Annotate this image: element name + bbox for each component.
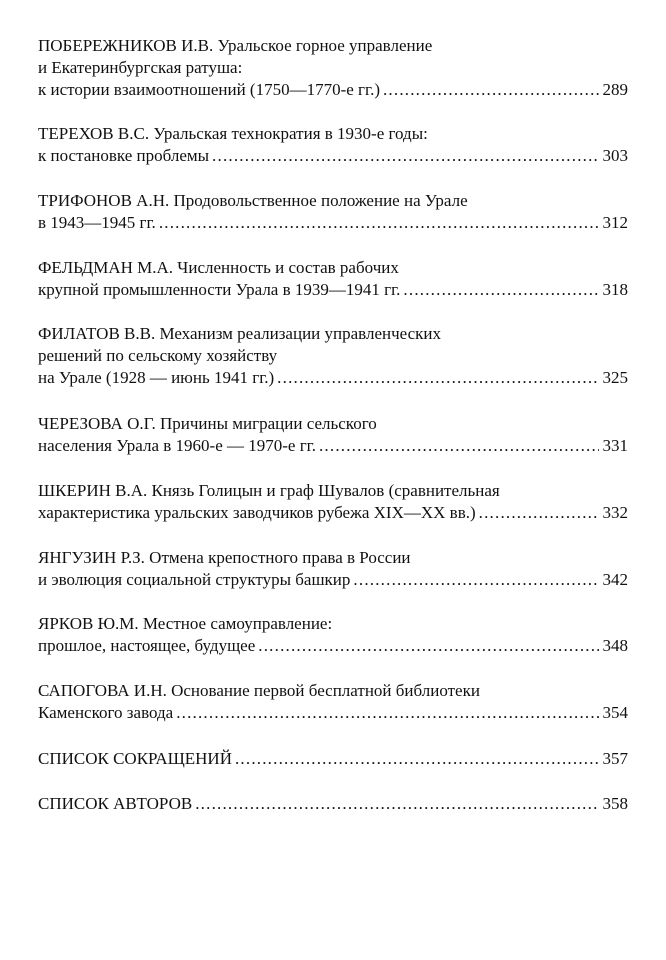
page-number: 342 [602,570,628,589]
toc-entry-text: к постановке проблемы [38,146,210,165]
dot-leader [353,569,598,591]
toc-entry-last-line [38,79,628,101]
dot-leader [195,793,598,815]
toc-entry-text: населения Урала в 1960-е — 1970-е гг. [38,436,316,455]
toc-entry-last-line [38,702,628,724]
toc-entry-text: к истории взаимоотношений (1750—1770-е гг.) [38,80,380,99]
toc-entry-text: СПИСОК СОКРАЩЕНИЙ [38,749,232,768]
page-number: 318 [602,280,628,299]
toc-entry-text: ФЕЛЬДМАН М.А. Численность и состав рабочих [38,258,399,277]
toc-entry-text: ЯРКОВ Ю.М. Местное самоуправление: [38,614,333,633]
toc-entry-text: ЧЕРЕЗОВА О.Г. Причины миграции сельского [38,414,377,433]
toc-entry [38,35,628,101]
page-number: 312 [602,213,628,232]
toc-entry-last-line [38,569,628,591]
page-number: 357 [602,749,628,768]
toc-entry [38,793,628,815]
toc-entry [38,547,628,591]
page-number: 348 [602,636,628,655]
toc-entry-last-line [38,635,628,657]
dot-leader [319,435,599,457]
page-number: 331 [602,436,628,455]
toc-entry-text: САПОГОВА И.Н. Основание первой бесплатной библиотеки [38,681,480,700]
toc-entry-text: ТРИФОНОВ А.Н. Продовольственное положение на Урале [38,191,468,210]
toc-entry-text: прошлое, настоящее, будущее [38,636,256,655]
toc-entry [38,480,628,524]
toc-entry [38,413,628,457]
toc-entry-text: ЯНГУЗИН Р.З. Отмена крепостного права в России [38,548,411,567]
toc-entry-last-line [38,279,628,301]
toc-entry-text: ФИЛАТОВ В.В. Механизм реализации управленческих [38,324,442,343]
toc-entry-text: СПИСОК АВТОРОВ [38,794,193,813]
toc-entry-text: ТЕРЕХОВ В.С. Уральская технократия в 1930-е годы: [38,124,428,143]
toc-entry-text: ПОБЕРЕЖНИКОВ И.В. Уральское горное управление [38,36,433,55]
toc-entry-last-line [38,435,628,457]
dot-leader [159,212,599,234]
toc-entry-last-line [38,212,628,234]
toc-entry-text: Каменского завода [38,703,174,722]
toc-entry-text: крупной промышленности Урала в 1939—1941 гг. [38,280,401,299]
toc-entry-text: на Урале (1928 — июнь 1941 гг.) [38,368,275,387]
toc-entry-last-line [38,367,628,389]
toc-entry-text: ШКЕРИН В.А. Князь Голицын и граф Шувалов (сравнительная [38,481,500,500]
toc-entry-text: и Екатеринбургская ратуша: [38,58,243,77]
page-number: 332 [602,503,628,522]
page-number: 325 [602,368,628,387]
toc-entry [38,190,628,234]
toc-entry [38,748,628,770]
dot-leader [277,367,598,389]
toc-entry [38,323,628,389]
toc-entry-text: решений по сельскому хозяйству [38,346,278,365]
toc-entry-last-line [38,793,628,815]
dot-leader [235,748,599,770]
dot-leader [383,79,599,101]
page-number: 303 [602,146,628,165]
dot-leader [258,635,598,657]
dot-leader [403,279,598,301]
toc-entry [38,680,628,724]
toc-entry-text: и эволюция социальной структуры башкир [38,570,351,589]
toc-entry [38,257,628,301]
toc-entry-text: в 1943—1945 гг. [38,213,156,232]
toc-entry [38,613,628,657]
toc-entry-last-line [38,748,628,770]
page-number: 354 [602,703,628,722]
dot-leader [479,502,599,524]
page-number: 358 [602,794,628,813]
dot-leader [176,702,598,724]
dot-leader [212,145,598,167]
toc-entry-text: характеристика уральских заводчиков рубежа XIX—XX вв.) [38,503,476,522]
toc-entry [38,123,628,167]
page-number: 289 [602,80,628,99]
toc-entry-last-line [38,145,628,167]
toc-entry-last-line [38,502,628,524]
